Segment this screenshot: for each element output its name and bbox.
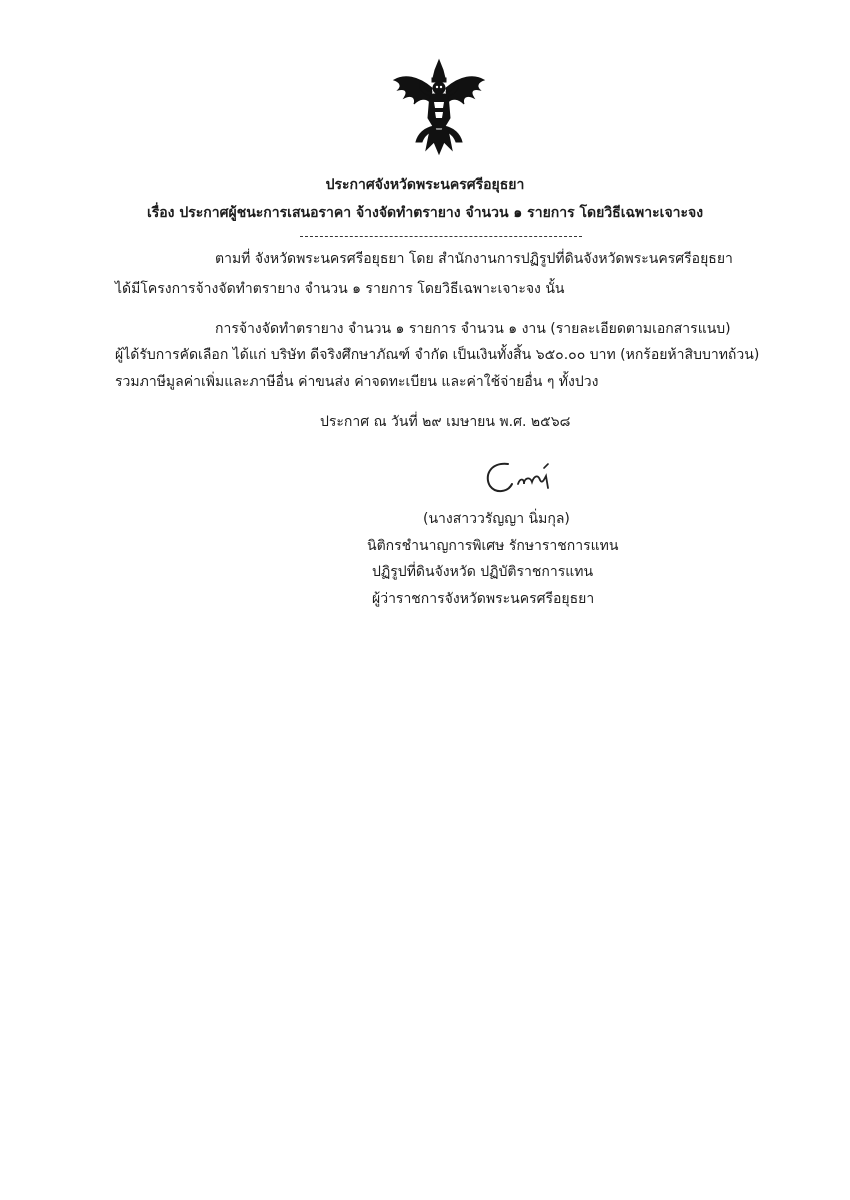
paragraph-2-line-1: การจ้างจัดทำตรายาง จำนวน ๑ รายการ จำนวน ๑ งาน (รายละเอียดตามเอกสารแนบ) [215,321,731,337]
handwritten-signature [478,454,578,500]
signatory-title-1: นิติกรชำนาญการพิเศษ รักษาราชการแทน [367,538,619,554]
signatory-name: (นางสาววรัญญา นิ่มกุล) [423,511,570,527]
garuda-emblem-icon [388,58,490,158]
signatory-title-3: ผู้ว่าราชการจังหวัดพระนครศรีอยุธยา [372,591,595,607]
announcement-subject: เรื่อง ประกาศผู้ชนะการเสนอราคา จ้างจัดทำตรายาง จำนวน ๑ รายการ โดยวิธีเฉพาะเจาะจง [146,205,704,221]
announcement-title: ประกาศจังหวัดพระนครศรีอยุธยา [325,177,525,193]
paragraph-1-line-2: ได้มีโครงการจ้างจัดทำตรายาง จำนวน ๑ รายการ โดยวิธีเฉพาะเจาะจง นั้น [115,281,565,297]
paragraph-2-line-3: รวมภาษีมูลค่าเพิ่มและภาษีอื่น ค่าขนส่ง ค่าจดทะเบียน และค่าใช้จ่ายอื่น ๆ ทั้งปวง [115,374,599,390]
paragraph-1-line-1: ตามที่ จังหวัดพระนครศรีอยุธยา โดย สำนักงานการปฏิรูปที่ดินจังหวัดพระนครศรีอยุธยา [215,251,733,267]
paragraph-2-line-2: ผู้ได้รับการคัดเลือก ได้แก่ บริษัท ดีจริงศึกษาภัณฑ์ จำกัด เป็นเงินทั้งสิ้น ๖๕๐.๐๐ บาท (หกร้อยห้าสิบบาทถ้วน) [115,347,760,363]
announcement-date: ประกาศ ณ วันที่ ๒๙ เมษายน พ.ศ. ๒๕๖๘ [320,414,571,430]
signatory-title-2: ปฏิรูปที่ดินจังหวัด ปฏิบัติราชการแทน [372,564,594,580]
title-divider [300,236,582,237]
